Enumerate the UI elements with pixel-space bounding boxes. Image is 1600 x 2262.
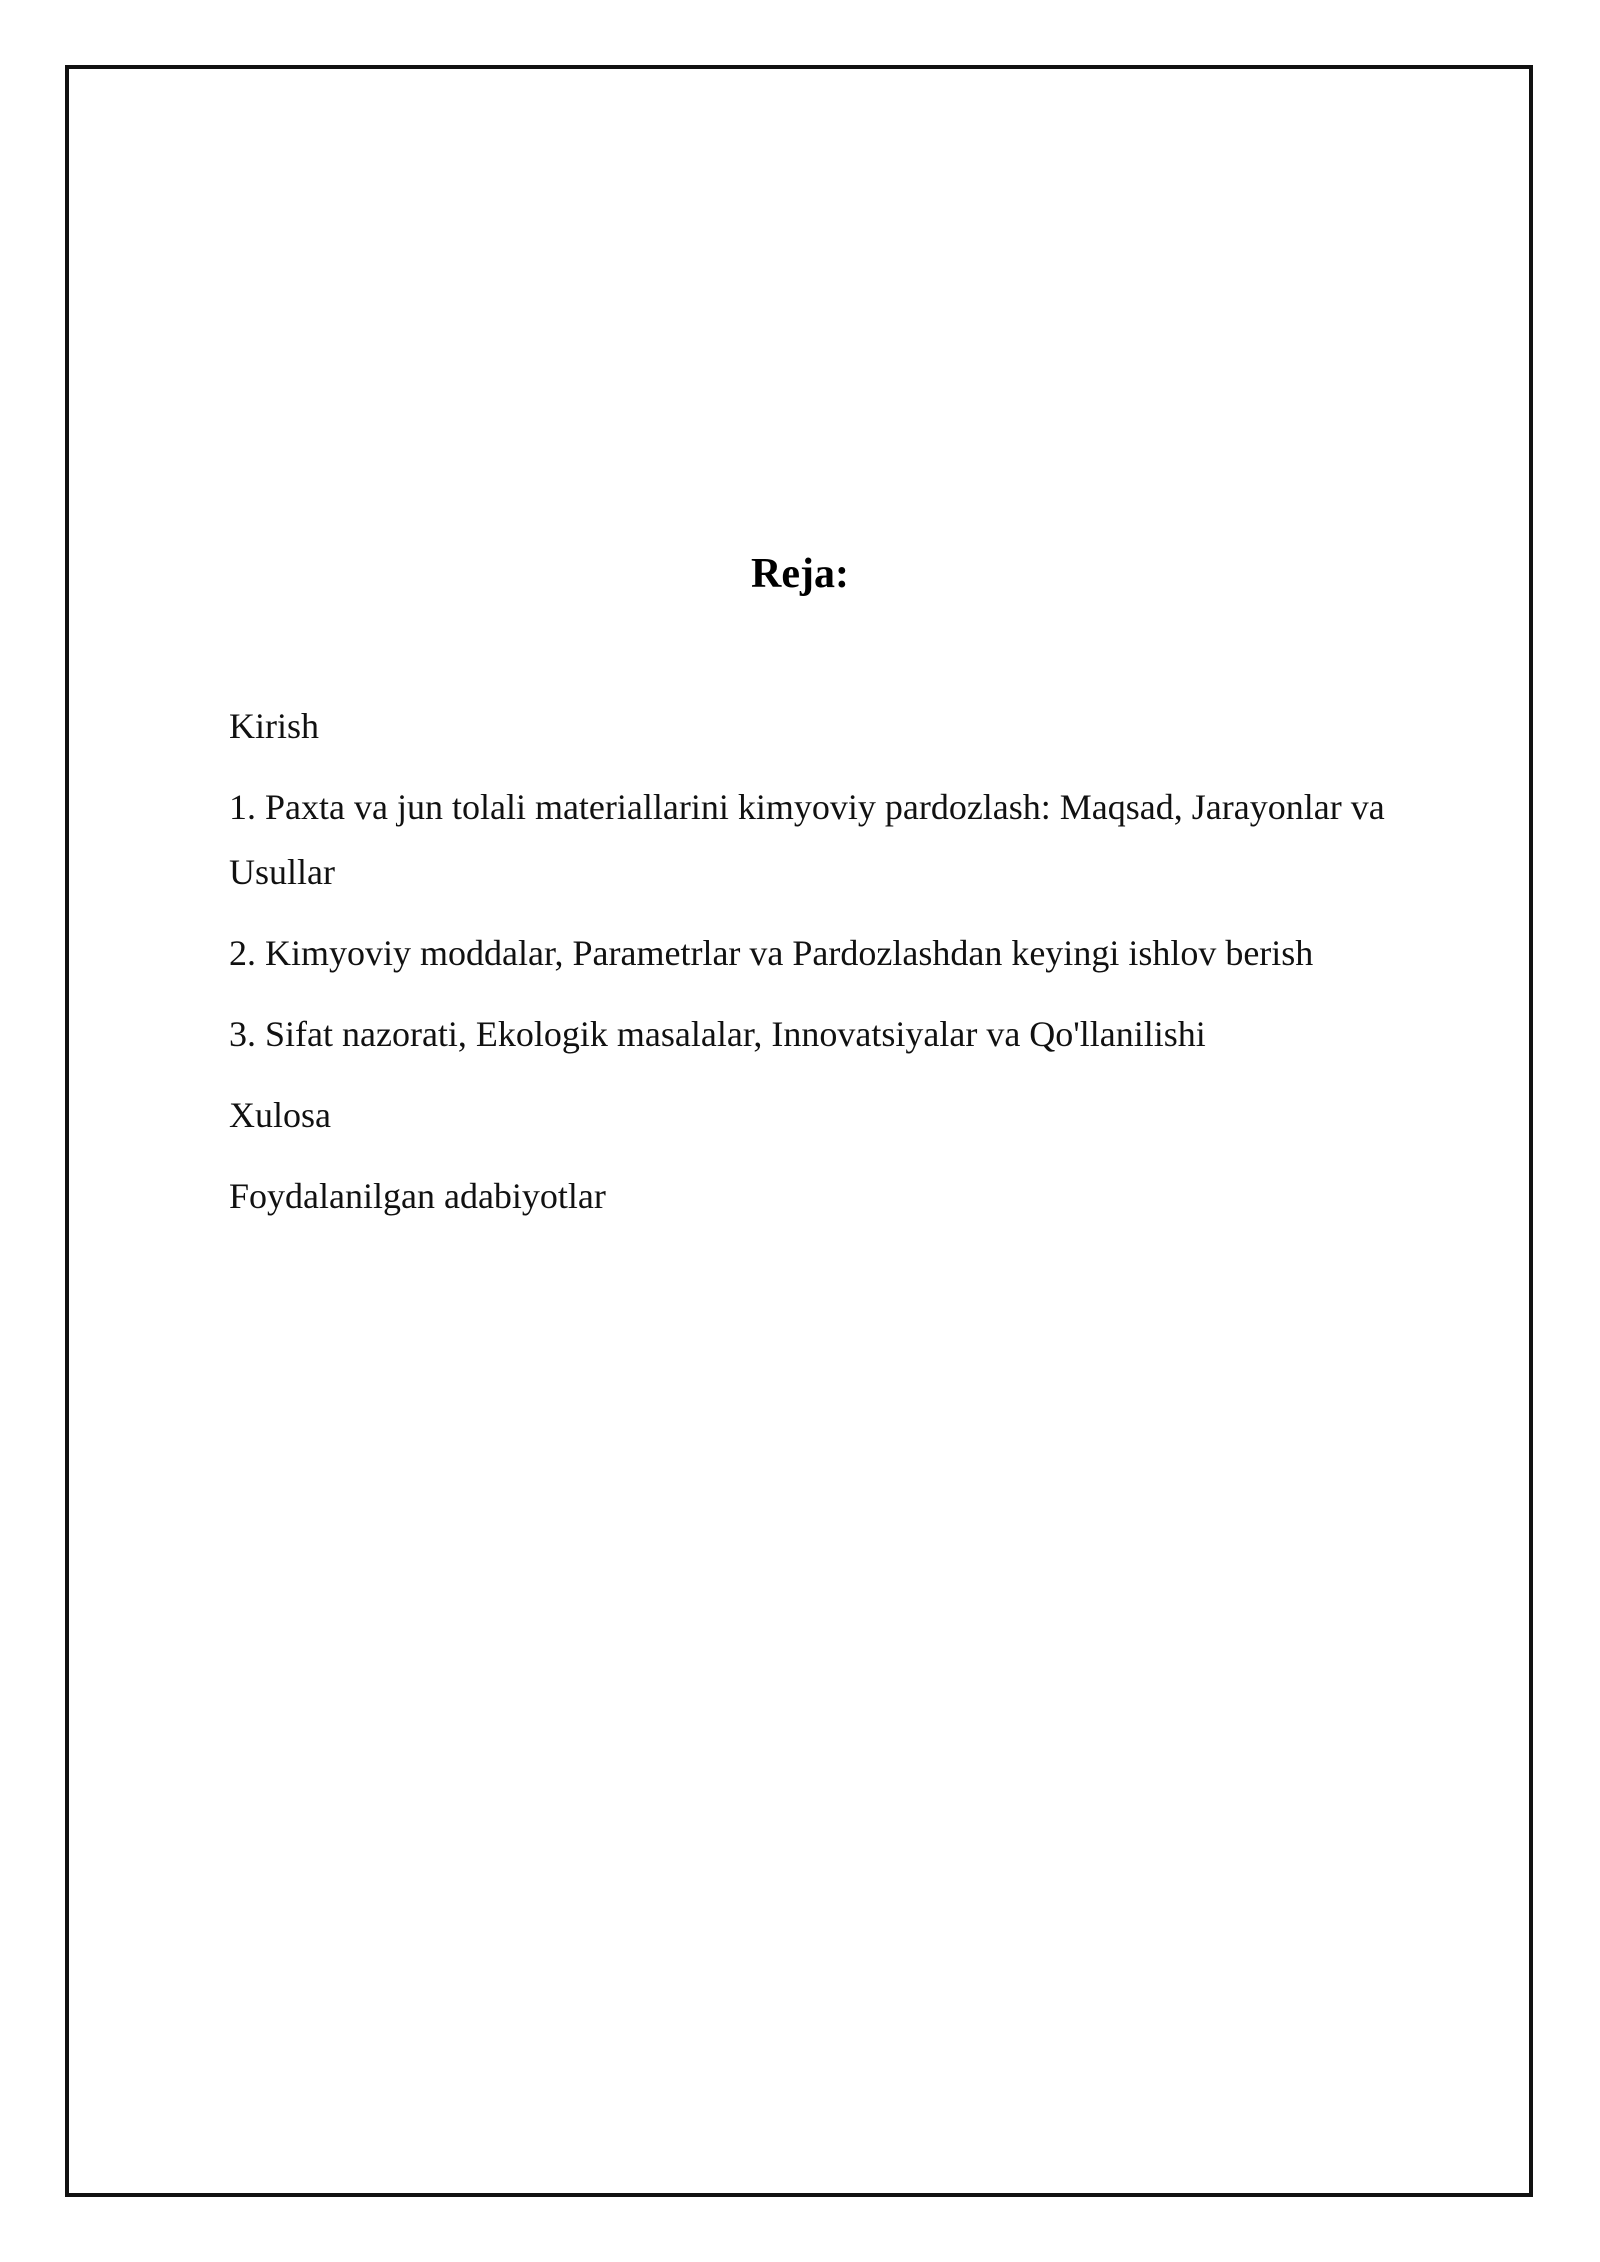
- plan-item-section-3: 3. Sifat nazorati, Ekologik masalalar, Innovatsiyalar va Qo'llanilishi: [229, 1014, 1206, 1054]
- plan-list: [229, 694, 1459, 1245]
- plan-item-references: Foydalanilgan adabiyotlar: [229, 1176, 606, 1216]
- plan-item-introduction: Kirish: [229, 706, 319, 746]
- plan-item-conclusion: Xulosa: [229, 1095, 331, 1135]
- plan-item-section-2: 2. Kimyoviy moddalar, Parametrlar va Pardozlashdan keyingi ishlov berish: [229, 933, 1314, 973]
- plan-item-section-1: 1. Paxta va jun tolali materiallarini kimyoviy pardozlash: Maqsad, Jarayonlar va Usullar: [229, 787, 1385, 892]
- plan-title: Reja:: [751, 551, 849, 597]
